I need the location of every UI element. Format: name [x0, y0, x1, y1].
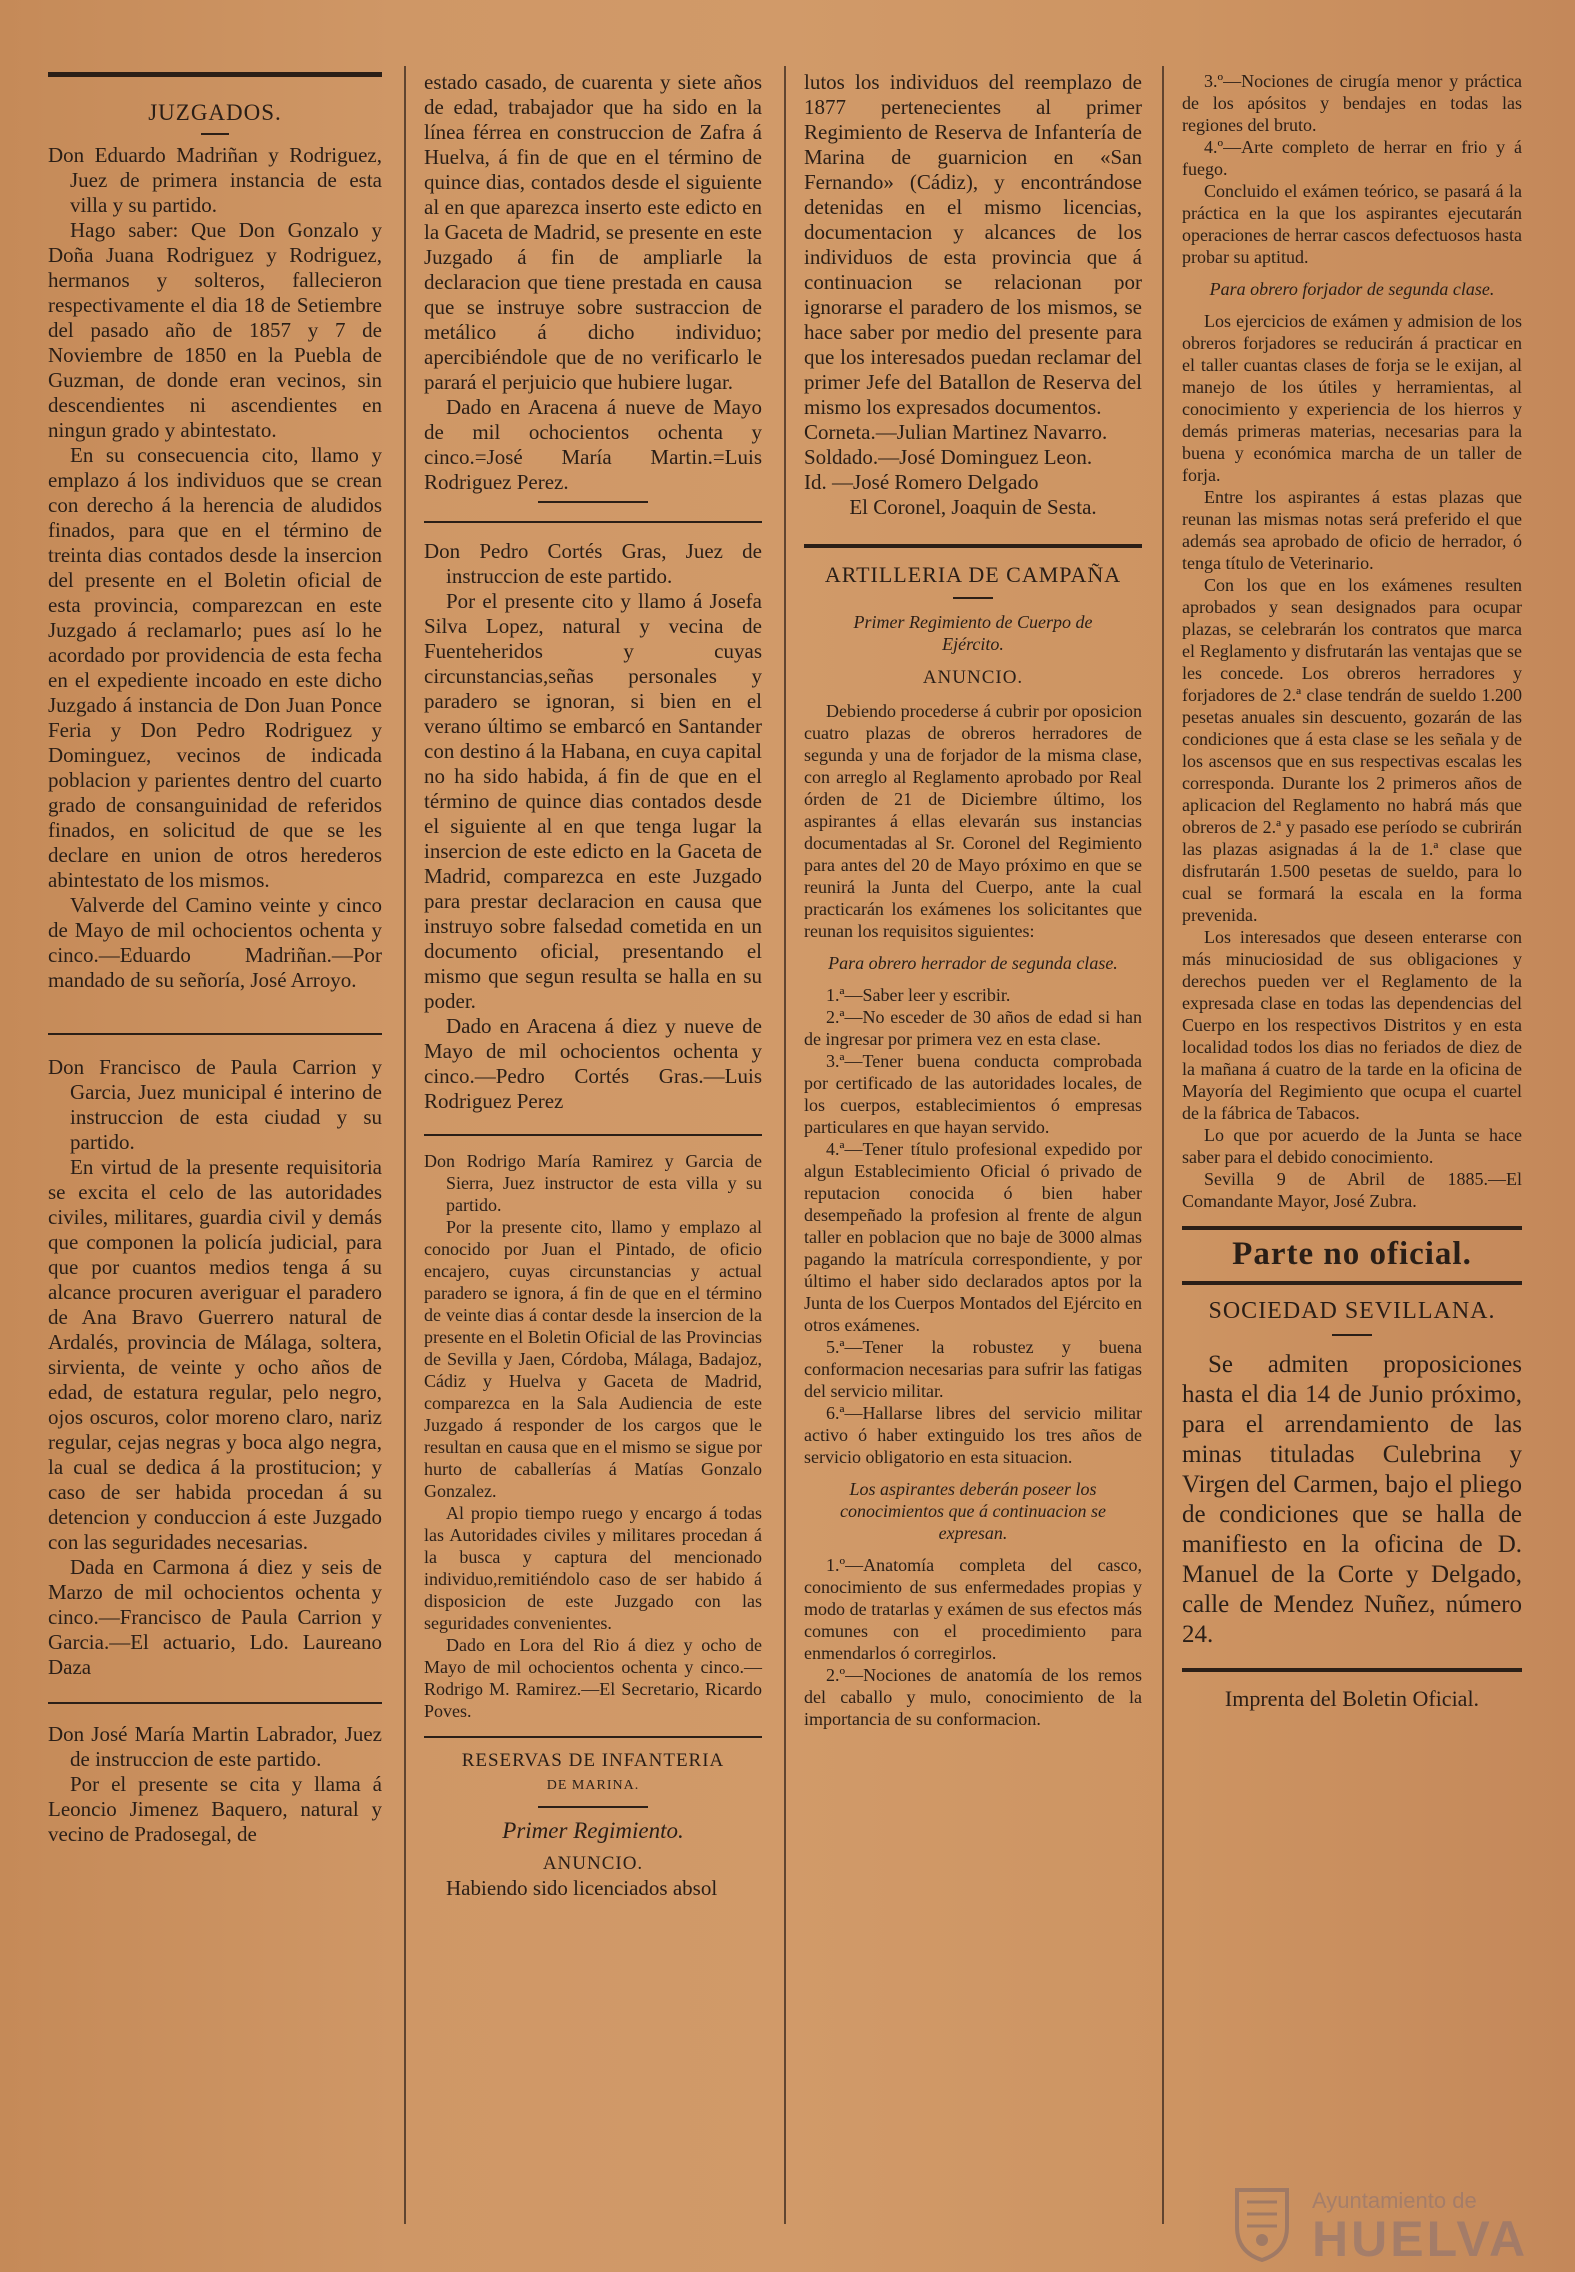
requirement-3: 3.ª—Tener buena conducta comprobada por certificado de las autoridades locales, de los cuerpos, establecimientos ó empresas particulares en que hayan servido.	[804, 1051, 1142, 1137]
edict-1-intro: Don Eduardo Madriñan y Rodriguez, Juez de primera instancia de esta villa y su partido.	[48, 143, 382, 217]
artilleria-paragraph-4: Entre los aspirantes á estas plazas que reunan las mismas notas será preferido el que además sea aprobado de oficio de herrador, ó tenga título de Veterinario.	[1182, 487, 1522, 573]
reservas-paragraph-start: Habiendo sido licenciados absol	[446, 1876, 718, 1900]
edict-5-paragraph-2: Al propio tiempo ruego y encargo á todas las Autoridades civiles y militares procedan á la busca y captura del mencionado individuo,remitiéndolo caso de ser habido á disposicion de este Juzgado con las seguridades convenientes.	[424, 1503, 762, 1633]
edict-5-intro: Don Rodrigo María Ramirez y Garcia de Sierra, Juez instructor de esta villa y su partido.	[424, 1151, 762, 1215]
reservas-list-2: Soldado.—José Dominguez Leon.	[804, 445, 1093, 469]
reservas-signature: El Coronel, Joaquin de Sesta.	[849, 495, 1097, 519]
ayuntamiento-watermark	[1217, 2182, 1537, 2267]
imprenta-footer: Imprenta del Boletin Oficial.	[1224, 1686, 1480, 1711]
requirement-6: 6.ª—Hallarse libres del servicio militar activo ó haber extinguido los tres años de servicio obligatorio en esta situacion.	[804, 1403, 1142, 1467]
column-rule-3	[1162, 66, 1164, 2224]
artilleria-paragraph-2: Concluido el exámen teórico, se pasará á la práctica en la que los aspirantes ejecutarán operaciones de herrar cascos defectuosos hasta probar su aptitud.	[1182, 181, 1522, 267]
short-separator	[1332, 1334, 1372, 1336]
edict-5-signature: Dado en Lora del Rio á diez y ocho de Mayo de mil ochocientos ochenta y cinco.—Rodrigo M. Ramirez.—El Secretario, Ricardo Poves.	[424, 1635, 762, 1721]
reservas-subheading: DE MARINA.	[546, 1778, 640, 1793]
knowledge-1: 1.º—Anatomía completa del casco, conocimiento de sus enfermedades propias y modo de tratarlas y exámen de sus efectos más comunes con el procedimiento para enmendarlos ó corregirlos.	[804, 1555, 1142, 1663]
column-rule-2	[784, 66, 786, 2224]
requirement-5: 5.ª—Tener la robustez y buena conformacion necesarias para sufrir las fatigas del servicio militar.	[804, 1337, 1142, 1401]
reservas-anuncio: ANUNCIO.	[542, 1853, 644, 1874]
separator	[48, 1033, 382, 1035]
knowledge-4: 4.º—Arte completo de herrar en frio y á fuego.	[1182, 137, 1522, 179]
edict-1-paragraph-1: Hago saber: Que Don Gonzalo y Doña Juana Rodriguez y Rodriguez, hermanos y solteros, fallecieron respectivamente el dia 18 de Setiembre del pasado año de 1857 y 7 de Noviembre de 1850 en la Puebla de Guzman, de donde eran vecinos, sin descendientes ni ascendientes en ningun grado y abintestato.	[48, 218, 382, 442]
artilleria-paragraph-7: Lo que por acuerdo de la Junta se hace saber para el debido conocimiento.	[1182, 1125, 1522, 1167]
reservas-regiment: Primer Regimiento.	[502, 1818, 684, 1843]
sociedad-text: Se admiten proposiciones hasta el dia 14 de Junio próximo, para el arrendamiento de las minas tituladas Culebrina y Virgen del Carmen, bajo el pliego de condiciones que se halla de manifiesto en la oficina de D. Manuel de la Corte y Delgado, calle de Mendez Nuñez, número 24.	[1182, 1351, 1522, 1648]
separator	[424, 521, 762, 523]
heading-dash	[201, 133, 229, 135]
edict-3-signature: Dado en Aracena á nueve de Mayo de mil ochocientos ochenta y cinco.=José María Martin.=Luis Rodriguez Perez.	[424, 395, 762, 494]
edict-3-intro: Don José María Martin Labrador, Juez de instruccion de este partido.	[48, 1722, 382, 1771]
column-rule-1	[404, 66, 406, 2224]
edict-5-paragraph-1: Por la presente cito, llamo y emplazo al conocido por Juan el Pintado, de oficio encajero, cuyas circunstancias y actual paradero se ignora, á fin de que en el término de veinte dias á contar desde la insercion de la presente en el Boletin Oficial de las Provincias de Sevilla y Jaen, Córdoba, Málaga, Badajoz, Cádiz y Huelva y Gaceta de Madrid, comparezca en la Sala Audiencia de este Juzgado á responder de los cargos que le resultan en causa que en el mismo se sigue por hurto de caballerías á Matías Gonzalo Gonzalez.	[424, 1217, 762, 1501]
edict-5-block	[424, 1150, 762, 1722]
edict-2-signature: Dada en Carmona á diez y seis de Marzo de mil ochocientos ochenta y cinco.—Francisco de Paula Carrion y Garcia.—El actuario, Ldo. Laureano Daza	[48, 1555, 382, 1679]
watermark-line-1: Ayuntamiento de	[1312, 2188, 1477, 2213]
artilleria-anuncio: ANUNCIO.	[922, 667, 1024, 688]
artilleria-continuation-block	[1182, 70, 1522, 1212]
artilleria-heading: ARTILLERIA DE CAMPAÑA	[824, 562, 1122, 587]
requirement-1: 1.ª—Saber leer y escribir.	[826, 985, 1011, 1005]
artilleria-paragraph-3: Los ejercicios de exámen y admision de los obreros forjadores se reducirán á practicar en el taller cuantas clases de forja se le exijan, al manejo de los útiles y herramientas, al conocimiento y experiencia de los hierros y demás primeras materias, necesarias para la buena y económica marcha de un taller de forja.	[1182, 311, 1522, 485]
column-3	[804, 70, 1142, 2212]
artilleria-herrador-heading: Para obrero herrador de segunda clase.	[828, 953, 1118, 973]
edict-2-paragraph-1: En virtud de la presente requisitoria se excita el celo de las autoridades civiles, militares, guardia civil y demás que componen la policía judicial, para que por cuantos medios tenga á su alcance procuren averiguar el paradero de Ana Bravo Guerrero natural de Ardalés, provincia de Málaga, soltera, sirvienta, de veinte y ocho años de edad, de estatura regular, pelo negro, ojos oscuros, color moreno claro, nariz regular, cejas negras y boca algo negra, la cual se dedica á la prostitucion; y caso de ser habida procedan á su detencion y conduccion á este Juzgado con las seguridades necesarias.	[48, 1155, 382, 1554]
short-separator	[953, 597, 993, 599]
edict-4-intro: Don Pedro Cortés Gras, Juez de instruccion de este partido.	[424, 539, 762, 588]
separator	[48, 1702, 382, 1704]
reservas-list-3: Id. —José Romero Delgado	[804, 470, 1039, 494]
edict-4-paragraph-1: Por el presente cito y llamo á Josefa Silva Lopez, natural y vecina de Fuenteheridos y cuyas circunstancias,señas personales y paradero se ignoran, si bien en el verano último se embarcó en Santander con destino á la Habana, en cuya capital no ha sido habida, á fin de que en el término de quince dias contados desde el siguiente al en que tenga lugar la insercion de este edicto en la Gaceta de Madrid, comparezca en este Juzgado para prestar declaracion en causa que instruyo sobre falsedad cometida en un documento oficial, presentando el mismo que segun resulta se halla en su poder.	[424, 589, 762, 1013]
column-1	[48, 70, 382, 2212]
edict-1-paragraph-2: En su consecuencia cito, llamo y emplazo á los individuos que se crean con derecho á la herencia de aludidos finados, para que en el término de treinta dias contados desde la insercion del presente en el Boletin oficial de esta provincia, comparezcan en este Juzgado á reclamarlo; pues así lo he acordado por providencia de esta fecha en el expediente incoado en este dicho Juzgado á instancia de Don Juan Ponce Feria y Don Pedro Rodriguez y Dominguez, vecinos de indicada poblacion y parientes dentro del cuarto grado de consanguinidad de referidos finados, en solicitud de que se les declare en union de otros herederos abintestato de los mismos.	[48, 443, 382, 892]
artilleria-block	[804, 700, 1142, 1730]
reservas-continuation: lutos los individuos del reemplazo de 1877 pertenecientes al primer Regimiento de Reserva de Infantería de Marina de guarnicion en «San Fernando» (Cádiz), y encontrándose detenidas en el mismo licencias, documentacion y alcances de los individuos de esta provincia que á continuacion se relacionan por ignorarse el paradero de los mismos, se hace saber por medio del presente para que los interesados puedan reclamar del primer Jefe del Batallon de Reserva del mismo los expresados documentos.	[804, 70, 1142, 419]
reservas-heading: RESERVAS DE INFANTERIA	[461, 1750, 725, 1771]
separator	[1182, 1668, 1522, 1672]
sociedad-heading: SOCIEDAD SEVILLANA.	[1208, 1298, 1496, 1324]
artilleria-paragraph-1: Debiendo procederse á cubrir por oposicion cuatro plazas de obreros herradores de segunda y una de forjador de la misma clase, con arreglo al Reglamento aprobado por Real órden de 21 de Diciembre último, los aspirantes á ellas elevarán sus instancias documentadas al Sr. Coronel del Regimiento para antes del 20 de Mayo próximo en que se reunirá la Junta del Cuerpo, ante la cual practicarán los exámenes los solicitantes que reunan los requisitos siguientes:	[804, 701, 1142, 941]
artilleria-subheading: Primer Regimiento de Cuerpo de Ejército.	[853, 612, 1093, 654]
separator	[424, 1736, 762, 1738]
artilleria-knowledge-heading: Los aspirantes deberán poseer los conocimientos que á continuacion se expresan.	[840, 1479, 1106, 1543]
section-heading-juzgados: JUZGADOS.	[148, 100, 282, 125]
separator	[1182, 1281, 1522, 1285]
knowledge-3: 3.º—Nociones de cirugía menor y práctica de los apósitos y bendajes en todas las regiones del bruto.	[1182, 71, 1522, 135]
short-separator	[538, 1806, 648, 1808]
crest-icon	[1227, 2182, 1297, 2262]
parte-no-oficial-title: Parte no oficial.	[1232, 1236, 1472, 1272]
requirement-2: 2.ª—No esceder de 30 años de edad si han de ingresar por primera vez en esta clase.	[804, 1007, 1142, 1049]
short-separator	[538, 501, 648, 503]
separator	[1182, 1226, 1522, 1230]
edict-3-continuation: estado casado, de cuarenta y siete años de edad, trabajador que ha sido en la línea férrea en construccion de Zafra á Huelva, á fin de que en el término de quince dias, contados desde el siguiente al en que aparezca inserto este edicto en la Gaceta de Madrid, se presente en este Juzgado á fin de ampliarle la declaracion que tiene prestada en causa que se instruye sobre sustraccion de metálico á dicho individuo; apercibiéndole que de no verificarlo le parará el perjuicio que hubiere lugar.	[424, 70, 762, 394]
artilleria-forjador-heading: Para obrero forjador de segunda clase.	[1209, 279, 1495, 299]
edict-2-intro: Don Francisco de Paula Carrion y Garcia, Juez municipal é interino de instruccion de esta ciudad y su partido.	[48, 1055, 382, 1154]
separator	[804, 544, 1142, 548]
watermark-line-2: HUELVA	[1312, 2211, 1529, 2267]
edict-1-signature: Valverde del Camino veinte y cinco de Mayo de mil ochocientos ochenta y cinco.—Eduardo Madriñan.—Por mandado de su señoría, José Arroyo.	[48, 893, 382, 992]
requirement-4: 4.ª—Tener título profesional expedido por algun Establecimiento Oficial ó privado de reputacion conocida ó bien haber desempeñado la profesion al frente de algun taller en poblacion que no baje de 3000 almas pagando la matrícula correspondiente, y por último el haber sido declarados aptos por la Junta de los Cuerpos Montados del Ejército en otros exámenes.	[804, 1139, 1142, 1335]
knowledge-2: 2.º—Nociones de anatomía de los remos del caballo y mulo, conocimiento de la importancia de su conformacion.	[804, 1665, 1142, 1729]
artilleria-signature: Sevilla 9 de Abril de 1885.—El Comandante Mayor, José Zubra.	[1182, 1169, 1522, 1211]
reservas-list-1: Corneta.—Julian Martinez Navarro.	[804, 420, 1108, 444]
edict-3-paragraph-1: Por el presente se cita y llama á Leoncio Jimenez Baquero, natural y vecino de Pradosegal, de	[48, 1772, 382, 1846]
edict-4-signature: Dado en Aracena á diez y nueve de Mayo de mil ochocientos ochenta y cinco.—Pedro Cortés Gras.—Luis Rodriguez Perez	[424, 1014, 762, 1113]
column-4	[1182, 70, 1522, 2212]
artilleria-paragraph-6: Los interesados que deseen enterarse con más minuciosidad de sus obligaciones y derechos pueden ver el Reglamento de la expresada clase en todas las dependencias del Cuerpo en los respectivos Distritos y en esta localidad todos los dias no feriados de diez de la mañana á cuatro de la tarde en la oficina de Mayoría del Regimiento que ocupa el cuartel de la fábrica de Tabacos.	[1182, 927, 1522, 1123]
artilleria-paragraph-5: Con los que en los exámenes resulten aprobados y sean designados para ocupar plazas, se celebrarán los contratos que marca el Reglamento y disfrutarán las ventajas que se les concede. Los obreros herradores y forjadores de 2.ª clase tendrán de sueldo 1.200 pesetas anuales sin descuento, gozarán de las condiciones que á esta clase se les señala y de los ascensos que en sus respectivas escalas les corresponda. Durante los 2 primeros años de aplicacion del Reglamento no habrá más que obreros de 2.ª y pasado ese período se cubrirán las plazas asignadas á la de 1.ª clase que disfrutarán 1.500 pesetas de sueldo, para lo cual se formará la escala en la forma prevenida.	[1182, 575, 1522, 925]
separator	[424, 1134, 762, 1136]
column-2	[424, 70, 762, 2212]
